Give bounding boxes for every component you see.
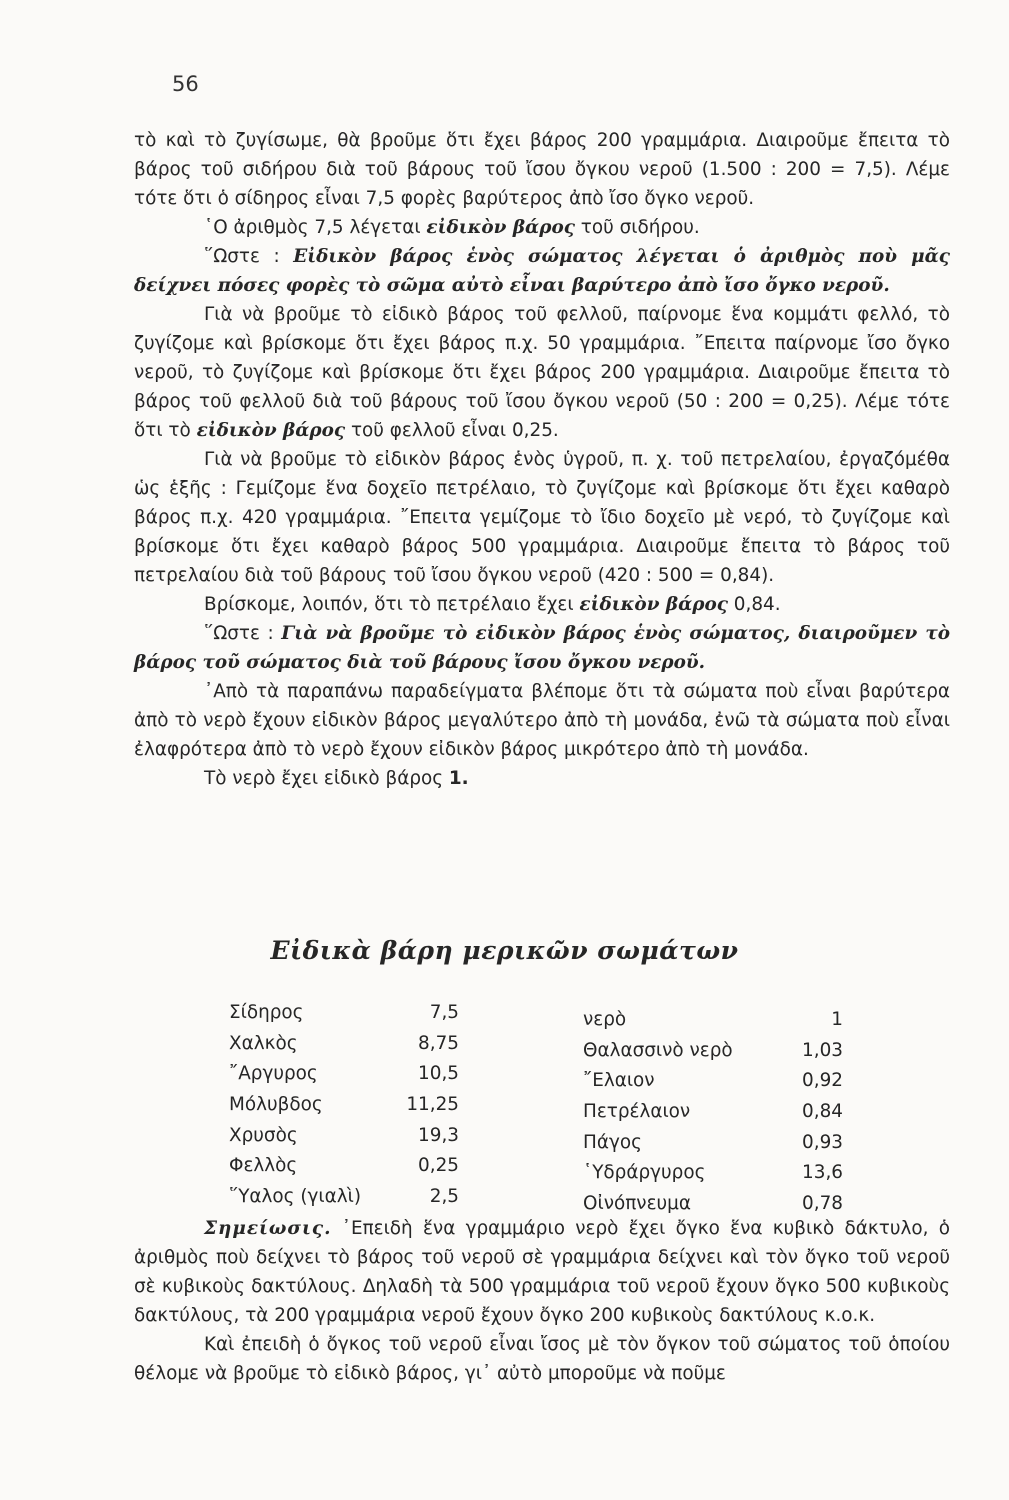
substance-name: Μόλυβδος [229,1093,323,1115]
table-row [229,1150,459,1181]
specific-weight-value: 2,5 [429,1185,459,1207]
text-run: ᾿Επειδὴ ἕνα γραμμάριο νερὸ ἔχει ὄγκο ἕνα κυβικὸ δάκτυλο, ὁ ἀριθμὸς ποὺ δείχνει τὸ βάρος τοῦ νεροῦ σὲ γραμμάρια δείχνει καὶ τὸν ὄγκο τοῦ νεροῦ σὲ κυβικοὺς δακτύλους. Δηλαδὴ τὰ 500 γραμμάρια τοῦ νεροῦ ἔχουν ὄγκο 500 κυβικοὺς δακτύλους, τὰ 200 γραμμάρια νεροῦ ἔχουν ὄγκο 200 κυβικοὺς δακτύλους κ.ο.κ. [134,1218,950,1326]
body-text [134,126,950,793]
substance-name: Οἰνόπνευμα [583,1192,691,1214]
table-row [229,1089,459,1120]
specific-weight-value: 8,75 [418,1032,459,1054]
definition-paragraph [134,242,950,300]
specific-weight-value: 0,93 [802,1131,843,1153]
definition-text: Εἰδικὸν βάρος ἑνὸς σώματος λέγεται ὁ ἀριθμὸς ποὺ μᾶς δείχνει πόσες φορὲς τὸ σῶμα αὐτὸ εἶναι βαρύτερο ἀπὸ ἴσο ὄγκο νεροῦ. [134,246,950,296]
paragraph-examples: ᾿Απὸ τὰ παραπάνω παραδείγματα βλέπομε ὅτι τὰ σώματα ποὺ εἶναι βαρύτερα ἀπὸ τὸ νερὸ ἔχουν εἰδικὸν βάρος μεγαλύτερο ἀπὸ τὴ μονάδα, ἐνῶ τὰ σώματα ποὺ εἶναι ἐλαφρότερα ἀπὸ τὸ νερὸ ἔχουν εἰδικὸν βάρος μικρότερο ἀπὸ τὴ μονάδα. [134,681,950,760]
text-run: Τὸ νερὸ ἔχει εἰδικὸ βάρος [204,768,449,789]
specific-weights-table-right [583,1004,843,1219]
emphasis-term: εἰδικὸν βάρος [426,217,575,238]
paragraph-1: τὸ καὶ τὸ ζυγίσωμε, θὰ βροῦμε ὅτι ἔχει βάρος 200 γραμμάρια. Διαιροῦμε ἔπειτα τὸ βάρος τοῦ σιδήρου διὰ τοῦ βάρους τοῦ ἴσου ὄγκου νεροῦ (1.500 : 200 = 7,5). Λέμε τότε ὅτι ὁ σίδηρος εἶναι 7,5 φορὲς βαρύτερος ἀπὸ ἴσο ὄγκο νεροῦ. [134,130,950,209]
specific-weights-table-left [229,997,459,1212]
table-row [229,1028,459,1059]
paragraph-2 [134,213,950,242]
substance-name: ῎Αργυρος [229,1063,318,1085]
paragraph-result [134,590,950,619]
paragraph-water [134,764,950,793]
water-value: 1. [448,768,469,789]
table-row [229,1058,459,1089]
specific-weight-value: 0,78 [802,1192,843,1214]
text-run: ῾Ο ἀριθμὸς 7,5 λέγεται [204,217,427,238]
substance-name: Φελλὸς [229,1155,298,1177]
emphasis-term: εἰδικὸν βάρος [196,420,346,441]
text-run: τοῦ σιδήρου. [574,217,700,238]
text-run: τοῦ φελλοῦ εἶναι 0,25. [345,420,559,441]
page-number: 56 [172,72,199,96]
specific-weight-value: 0,92 [802,1070,843,1092]
text-run: 0,84. [727,594,781,615]
rule-paragraph [134,619,950,677]
substance-name: Χρυσὸς [229,1124,298,1146]
substance-name: Σίδηρος [229,1001,304,1023]
emphasis-term: εἰδικὸν βάρος [579,594,728,615]
specific-weight-value: 0,25 [418,1155,459,1177]
table-row [583,1127,843,1158]
substance-name: ῾Υδράργυρος [583,1162,706,1184]
paragraph-cork [134,300,950,445]
table-row [583,1065,843,1096]
rule-text: Γιὰ νὰ βροῦμε τὸ εἰδικὸν βάρος ἑνὸς σώματος, διαιροῦμεν τὸ βάρος τοῦ σώματος διὰ τοῦ βάρους ἴσου ὄγκου νεροῦ. [134,623,950,673]
substance-name: Πετρέλαιον [583,1100,691,1122]
table-row [583,1096,843,1127]
specific-weight-value: 19,3 [418,1124,459,1146]
note-title: Σημείωσις. [204,1218,332,1239]
table-row [229,1120,459,1151]
table-heading: Εἰδικὰ βάρη μερικῶν σωμάτων [270,936,739,965]
text-run: ῞Ωστε : [204,623,282,644]
specific-weight-value: 11,25 [406,1093,459,1115]
note-paragraph-2: Καὶ ἐπειδὴ ὁ ὄγκος τοῦ νεροῦ εἶναι ἴσος μὲ τὸν ὄγκον τοῦ σώματος τοῦ ὁποίου θέλομε νὰ βροῦμε τὸ εἰδικὸ βάρος, γι᾿ αὐτὸ μποροῦμε νὰ ποῦμε [134,1334,950,1384]
substance-name: ῎Ελαιον [583,1070,655,1092]
substance-name: νερὸ [583,1008,627,1030]
specific-weight-value: 7,5 [429,1001,459,1023]
substance-name: Θαλασσινὸ νερὸ [583,1039,733,1061]
specific-weight-value: 1,03 [802,1039,843,1061]
table-row [583,1004,843,1035]
substance-name: Χαλκὸς [229,1032,298,1054]
table-row [229,1181,459,1212]
table-row [583,1157,843,1188]
substance-name: ῞Υαλος (γιαλὶ) [229,1185,362,1207]
text-run: Βρίσκομε, λοιπόν, ὅτι τὸ πετρέλαιο ἔχει [204,594,580,615]
text-run: Γιὰ νὰ βροῦμε τὸ εἰδικὸ βάρος τοῦ φελλοῦ, παίρνομε ἕνα κομμάτι φελλό, τὸ ζυγίζομε καὶ βρίσκομε ὅτι ἔχει βάρος π.χ. 50 γραμμάρια. ῎Επειτα παίρνομε ἴσο ὄγκο νεροῦ, τὸ ζυγίζομε καὶ βρίσκομε ὅτι ἔχει βάρος 200 γραμμάρια. Διαιροῦμε ἔπειτα τὸ βάρος τοῦ φελλοῦ διὰ τοῦ βάρους τοῦ ἴσου ὄγκου νεροῦ (50 : 200 = 0,25). Λέμε τότε ὅτι τὸ [134,304,950,441]
specific-weight-value: 0,84 [802,1100,843,1122]
table-row [583,1035,843,1066]
specific-weight-value: 13,6 [802,1162,843,1184]
note-section [134,1214,950,1388]
table-row [229,997,459,1028]
substance-name: Πάγος [583,1131,642,1153]
text-run: ῞Ωστε : [204,246,294,267]
specific-weight-value: 10,5 [418,1063,459,1085]
paragraph-petroleum: Γιὰ νὰ βροῦμε τὸ εἰδικὸν βάρος ἑνὸς ὑγροῦ, π. χ. τοῦ πετρελαίου, ἐργαζόμέθα ὡς ἑξῆς : Γεμίζομε ἕνα δοχεῖο πετρέλαιο, τὸ ζυγίζομε καὶ βρίσκομε ὅτι ἔχει καθαρὸ βάρος π.χ. 420 γραμμάρια. ῎Επειτα γεμίζομε τὸ ἴδιο δοχεῖο μὲ νερό, τὸ ζυγίζομε καὶ βρίσκομε ὅτι ἔχει καθαρὸ βάρος 500 γραμμάρια. Διαιροῦμε ἔπειτα τὸ βάρος τοῦ πετρελαίου διὰ τοῦ βάρους τοῦ ἴσου ὄγκου νεροῦ (420 : 500 = 0,84). [134,449,950,586]
note-paragraph-1 [134,1214,950,1330]
specific-weight-value: 1 [831,1008,843,1030]
